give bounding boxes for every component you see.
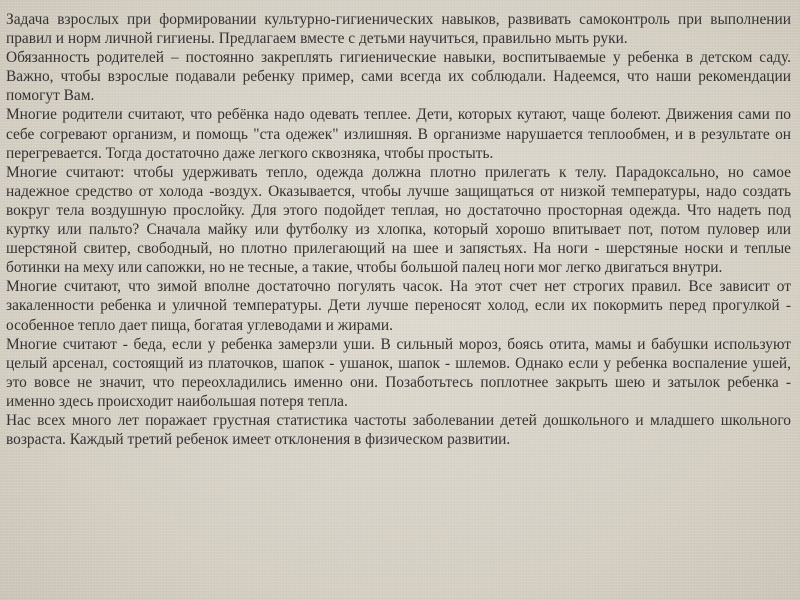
paragraph-hygiene-task: Задача взрослых при формировании культурно-гигиенических навыков, развивать самоконтроль при выполнении правил и норм личной гигиены. Предлагаем вместе с детьми научиться, правильно мыть руки.: [6, 11, 791, 48]
slide-text-body: [6, 10, 791, 449]
slide: [6, 10, 791, 595]
paragraph-statistics: Нас всех много лет поражает грустная статистика частоты заболевании детей дошкольного и младшего школьного возраста. Каждый третий ребенок имеет отклонения в физическом развитии.: [6, 411, 791, 449]
paragraph-parents-duty: Обязанность родителей – постоянно закреплять гигиенические навыки, воспитываемые у ребенка в детском саду. Важно, чтобы взрослые подавали ребенку пример, сами всегда их соблюдали. Надеемся, что наши рекомендации помогут Вам.: [6, 49, 791, 105]
paragraph-walk-duration: Многие считают, что зимой вполне достаточно погулять часок. На этот счет нет строгих правил. Все зависит от закаленности ребенка и уличной температуры. Дети лучше переносят холод, если их покормить перед прогулкой - особенное тепло дает пища, богатая углеводами и жирами.: [6, 278, 791, 334]
paragraph-frozen-ears: Многие считают - беда, если у ребенка замерзли уши. В сильный мороз, боясь отита, мамы и бабушки используют целый арсенал, состоящий из платочков, шапок - ушанок, шапок - шлемов. Однако если у ребенка воспаление ушей, это вовсе не значит, что переохладились именно они. Позаботьтесь поплотнее закрыть шею и затылок ребенка - именно здесь происходит наибольшая потеря тепла.: [6, 335, 791, 410]
paragraph-warm-clothing: Многие родители считают, что ребёнка надо одевать теплее. Дети, которых кутают, чаще болеют. Движения сами по себе согревают организм, и помощь "ста одежек" излишняя. В организме нарушается теплообмен, и в результате он перегревается. Тогда достаточно даже легкого сквозняка, чтобы простыть.: [6, 106, 791, 162]
paragraph-air-layer: Многие считают: чтобы удерживать тепло, одежда должна плотно прилегать к телу. Парадоксально, но самое надежное средство от холода -воздух. Оказывается, чтобы лучше защищаться от низкой температуры, надо создать вокруг тела воздушную прослойку. Для этого подойдет теплая, но достаточно просторная одежда. Что надеть под куртку или пальто? Сначала майку или футболку из хлопка, который хорошо впитывает пот, потом пуловер или шерстяной свитер, свободный, но плотно прилегающий на шее и запястьях. На ноги - шерстяные носки и теплые ботинки на меху или сапожки, но не тесные, а такие, чтобы большой палец ноги мог легко двигаться внутри.: [6, 163, 791, 277]
